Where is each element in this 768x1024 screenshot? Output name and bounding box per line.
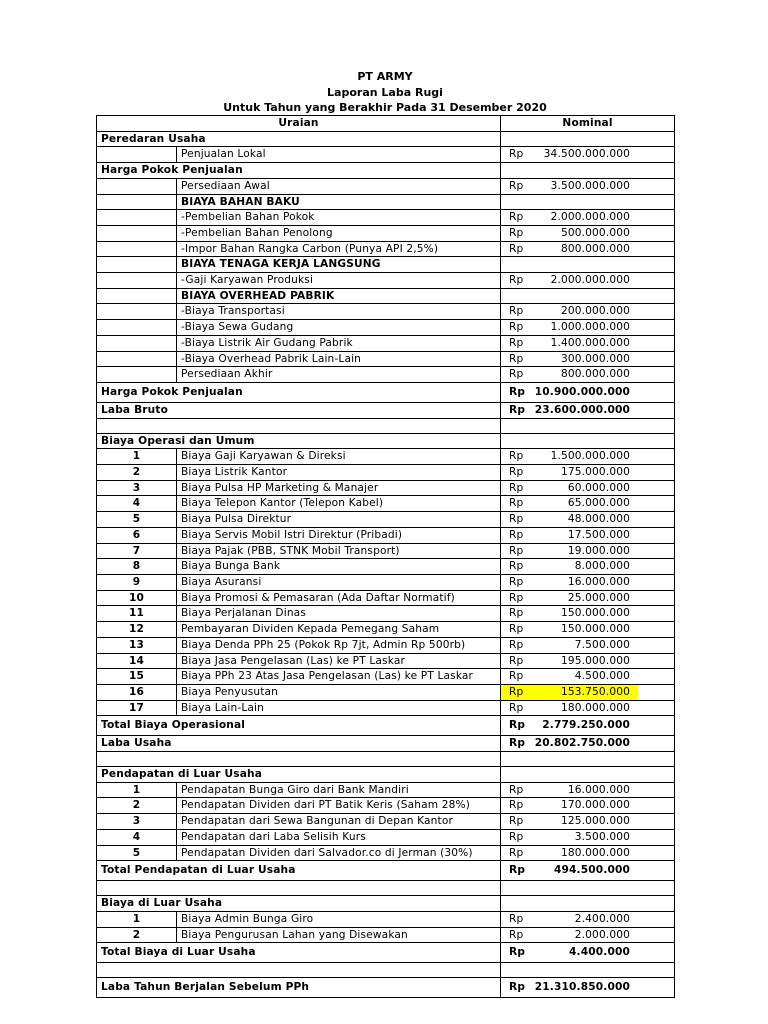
row-value: 48.000.000 [531, 512, 675, 528]
row-label: Biaya Pulsa Direktur [177, 512, 501, 528]
currency-label: Rp [501, 814, 531, 830]
section-title: Biaya Operasi dan Umum [97, 433, 501, 449]
row-label: Biaya Admin Bunga Giro [177, 911, 501, 927]
currency-label: Rp [501, 782, 531, 798]
total-row [97, 382, 675, 402]
income-statement-table [96, 115, 675, 998]
section-title: Harga Pokok Penjualan [97, 163, 501, 179]
table-row [97, 496, 675, 512]
row-number: 5 [97, 845, 177, 861]
row-number: 9 [97, 574, 177, 590]
row-label: -Pembelian Bahan Pokok [177, 210, 501, 226]
currency-label: Rp [501, 927, 531, 943]
row-value: 500.000.000 [531, 225, 675, 241]
currency-label: Rp [501, 978, 531, 998]
row-number: 1 [97, 449, 177, 465]
total-label: Harga Pokok Penjualan [97, 382, 501, 402]
currency-label: Rp [501, 716, 531, 736]
row-value: 19.000.000 [531, 543, 675, 559]
table-row [97, 273, 675, 289]
currency-label: Rp [501, 320, 531, 336]
row-value: 195.000.000 [531, 653, 675, 669]
total-label: Total Biaya di Luar Usaha [97, 943, 501, 963]
currency-label: Rp [501, 543, 531, 559]
row-label: Biaya Jasa Pengelasan (Las) ke PT Laskar [177, 653, 501, 669]
table-row [97, 814, 675, 830]
row-value: 1.000.000.000 [531, 320, 675, 336]
row-number: 3 [97, 814, 177, 830]
highlighted-row [97, 684, 675, 700]
currency-label: Rp [501, 861, 531, 881]
row-label: Pembayaran Dividen Kepada Pemegang Saham [177, 622, 501, 638]
section-header-row [97, 131, 675, 147]
spacer-row [97, 963, 675, 978]
row-value: 34.500.000.000 [531, 147, 675, 163]
report-period: Untuk Tahun yang Berakhir Pada 31 Desember 2020 [223, 101, 547, 114]
row-label: -Biaya Transportasi [177, 304, 501, 320]
row-value: 1.500.000.000 [531, 449, 675, 465]
currency-label: Rp [501, 637, 531, 653]
row-value: 300.000.000 [531, 351, 675, 367]
row-number: 3 [97, 480, 177, 496]
row-label: Biaya Pengurusan Lahan yang Disewakan [177, 927, 501, 943]
subsection-title: BIAYA TENAGA KERJA LANGSUNG [177, 257, 501, 273]
table-row [97, 543, 675, 559]
total-row [97, 943, 675, 963]
row-label: Biaya Perjalanan Dinas [177, 606, 501, 622]
currency-label: Rp [501, 335, 531, 351]
spacer-row [97, 881, 675, 896]
table-row [97, 574, 675, 590]
row-label: Biaya Promosi & Pemasaran (Ada Daftar Normatif) [177, 590, 501, 606]
row-label: -Biaya Sewa Gudang [177, 320, 501, 336]
table-header-row [97, 116, 675, 132]
currency-label: Rp [501, 210, 531, 226]
row-label: Penjualan Lokal [177, 147, 501, 163]
table-row [97, 210, 675, 226]
currency-label: Rp [501, 241, 531, 257]
total-value: 494.500.000 [531, 861, 675, 881]
row-value: 2.000.000.000 [531, 210, 675, 226]
section-title: Biaya di Luar Usaha [97, 896, 501, 912]
currency-label: Rp [501, 606, 531, 622]
currency-label: Rp [501, 178, 531, 194]
row-label: Biaya Penyusutan [177, 684, 501, 700]
row-value: 175.000.000 [531, 465, 675, 481]
currency-label: Rp [501, 512, 531, 528]
row-label: Pendapatan Dividen dari Salvador.co di Jerman (30%) [177, 845, 501, 861]
currency-label: Rp [501, 304, 531, 320]
currency-label: Rp [501, 480, 531, 496]
table-row [97, 590, 675, 606]
currency-label: Rp [501, 574, 531, 590]
subsection-title: BIAYA OVERHEAD PABRIK [177, 288, 501, 304]
table-row [97, 653, 675, 669]
table-row [97, 829, 675, 845]
row-number: 8 [97, 559, 177, 575]
final-label: Laba Tahun Berjalan Sebelum PPh [97, 978, 501, 998]
row-number: 14 [97, 653, 177, 669]
row-label: Biaya Bunga Bank [177, 559, 501, 575]
total-value: 4.400.000 [531, 943, 675, 963]
table-row [97, 559, 675, 575]
row-value: 7.500.000 [531, 637, 675, 653]
currency-label: Rp [501, 273, 531, 289]
row-value: 16.000.000 [531, 574, 675, 590]
row-label: Pendapatan Dividen dari PT Batik Keris (Saham 28%) [177, 798, 501, 814]
section-header-row [97, 163, 675, 179]
table-row [97, 700, 675, 716]
row-number: 11 [97, 606, 177, 622]
currency-label: Rp [501, 653, 531, 669]
row-value: 2.000.000.000 [531, 273, 675, 289]
currency-label: Rp [501, 669, 531, 685]
row-value: 8.000.000 [531, 559, 675, 575]
row-value: 65.000.000 [531, 496, 675, 512]
total-row [97, 402, 675, 418]
currency-label: Rp [501, 449, 531, 465]
total-row [97, 716, 675, 736]
row-value: 2.400.000 [531, 911, 675, 927]
subsection-row [97, 257, 675, 273]
table-row [97, 527, 675, 543]
row-label: -Biaya Listrik Air Gudang Pabrik [177, 335, 501, 351]
row-number: 6 [97, 527, 177, 543]
currency-label: Rp [501, 911, 531, 927]
row-label: Pendapatan Bunga Giro dari Bank Mandiri [177, 782, 501, 798]
row-label: Pendapatan dari Sewa Bangunan di Depan Kantor [177, 814, 501, 830]
table-row [97, 178, 675, 194]
section-header-row [97, 433, 675, 449]
row-label: -Biaya Overhead Pabrik Lain-Lain [177, 351, 501, 367]
section-title: Pendapatan di Luar Usaha [97, 767, 501, 783]
final-total-row [97, 978, 675, 998]
row-number: 13 [97, 637, 177, 653]
row-label: Persediaan Awal [177, 178, 501, 194]
subsection-title: BIAYA BAHAN BAKU [177, 194, 501, 210]
currency-label: Rp [501, 829, 531, 845]
row-label: Biaya Gaji Karyawan & Direksi [177, 449, 501, 465]
currency-label: Rp [501, 367, 531, 383]
table-row [97, 465, 675, 481]
row-value: 170.000.000 [531, 798, 675, 814]
row-value: 4.500.000 [531, 669, 675, 685]
highlight-value: 153.750.000 [531, 685, 639, 700]
row-value: 3.500.000.000 [531, 178, 675, 194]
row-label: Biaya Lain-Lain [177, 700, 501, 716]
currency-label: Rp [501, 402, 531, 418]
final-value: 21.310.850.000 [531, 978, 675, 998]
row-value: 17.500.000 [531, 527, 675, 543]
total-row [97, 861, 675, 881]
table-row [97, 367, 675, 383]
row-label: Biaya Pajak (PBB, STNK Mobil Transport) [177, 543, 501, 559]
currency-label: Rp [501, 622, 531, 638]
table-row [97, 782, 675, 798]
row-label: Biaya Listrik Kantor [177, 465, 501, 481]
table-row [97, 225, 675, 241]
table-row [97, 911, 675, 927]
report-header [96, 69, 674, 116]
currency-label: Rp [501, 559, 531, 575]
row-value: 180.000.000 [531, 845, 675, 861]
table-row [97, 927, 675, 943]
total-row [97, 736, 675, 752]
currency-label-highlighted: Rp [501, 684, 531, 700]
row-value: 25.000.000 [531, 590, 675, 606]
company-name: PT ARMY [357, 70, 413, 83]
currency-label: Rp [501, 798, 531, 814]
total-value: 23.600.000.000 [531, 402, 675, 418]
row-number: 7 [97, 543, 177, 559]
row-number: 1 [97, 911, 177, 927]
row-value: 180.000.000 [531, 700, 675, 716]
row-label: Persediaan Akhir [177, 367, 501, 383]
row-value: 60.000.000 [531, 480, 675, 496]
currency-label: Rp [501, 496, 531, 512]
row-value-highlighted [531, 684, 675, 700]
row-label: Biaya Pulsa HP Marketing & Manajer [177, 480, 501, 496]
section-header-row [97, 767, 675, 783]
currency-label: Rp [501, 382, 531, 402]
row-value: 1.400.000.000 [531, 335, 675, 351]
currency-label: Rp [501, 845, 531, 861]
row-value: 3.500.000 [531, 829, 675, 845]
total-label: Laba Bruto [97, 402, 501, 418]
row-value: 150.000.000 [531, 622, 675, 638]
row-value: 800.000.000 [531, 241, 675, 257]
currency-label: Rp [501, 527, 531, 543]
table-row [97, 320, 675, 336]
row-value: 800.000.000 [531, 367, 675, 383]
section-title: Peredaran Usaha [97, 131, 501, 147]
row-number: 2 [97, 927, 177, 943]
currency-label: Rp [501, 147, 531, 163]
currency-label: Rp [501, 225, 531, 241]
row-number: 2 [97, 798, 177, 814]
table-row [97, 480, 675, 496]
currency-label: Rp [501, 943, 531, 963]
row-number: 4 [97, 496, 177, 512]
total-value: 10.900.000.000 [531, 382, 675, 402]
table-row [97, 449, 675, 465]
currency-label: Rp [501, 465, 531, 481]
row-label: -Impor Bahan Rangka Carbon (Punya API 2,5%) [177, 241, 501, 257]
row-value: 150.000.000 [531, 606, 675, 622]
spacer-row [97, 752, 675, 767]
row-number: 10 [97, 590, 177, 606]
table-row [97, 335, 675, 351]
row-label: Biaya PPh 23 Atas Jasa Pengelasan (Las) ke PT Laskar [177, 669, 501, 685]
row-number: 12 [97, 622, 177, 638]
table-row [97, 147, 675, 163]
row-value: 16.000.000 [531, 782, 675, 798]
column-header-nominal: Nominal [501, 116, 675, 132]
spacer-row [97, 418, 675, 433]
row-number: 4 [97, 829, 177, 845]
currency-label: Rp [501, 351, 531, 367]
row-label: Biaya Denda PPh 25 (Pokok Rp 7jt, Admin Rp 500rb) [177, 637, 501, 653]
currency-label: Rp [501, 700, 531, 716]
table-row [97, 845, 675, 861]
row-value: 200.000.000 [531, 304, 675, 320]
table-row [97, 622, 675, 638]
row-label: -Pembelian Bahan Penolong [177, 225, 501, 241]
row-number: 16 [97, 684, 177, 700]
table-row [97, 241, 675, 257]
row-number: 1 [97, 782, 177, 798]
currency-label: Rp [501, 736, 531, 752]
total-label: Laba Usaha [97, 736, 501, 752]
subsection-row [97, 194, 675, 210]
total-label: Total Biaya Operasional [97, 716, 501, 736]
row-label: Pendapatan dari Laba Selisih Kurs [177, 829, 501, 845]
section-header-row [97, 896, 675, 912]
row-label: Biaya Servis Mobil Istri Direktur (Pribadi) [177, 527, 501, 543]
total-label: Total Pendapatan di Luar Usaha [97, 861, 501, 881]
row-label: Biaya Asuransi [177, 574, 501, 590]
table-row [97, 512, 675, 528]
table-row [97, 669, 675, 685]
table-row [97, 606, 675, 622]
table-row [97, 637, 675, 653]
total-value: 2.779.250.000 [531, 716, 675, 736]
report-title: Laporan Laba Rugi [327, 85, 443, 99]
row-number: 15 [97, 669, 177, 685]
total-value: 20.802.750.000 [531, 736, 675, 752]
column-header-uraian: Uraian [97, 116, 501, 132]
table-row [97, 351, 675, 367]
table-row [97, 798, 675, 814]
row-value: 2.000.000 [531, 927, 675, 943]
row-label: Biaya Telepon Kantor (Telepon Kabel) [177, 496, 501, 512]
row-label: -Gaji Karyawan Produksi [177, 273, 501, 289]
row-number: 2 [97, 465, 177, 481]
row-number: 5 [97, 512, 177, 528]
row-value: 125.000.000 [531, 814, 675, 830]
table-row [97, 304, 675, 320]
subsection-row [97, 288, 675, 304]
currency-label: Rp [501, 590, 531, 606]
row-number: 17 [97, 700, 177, 716]
